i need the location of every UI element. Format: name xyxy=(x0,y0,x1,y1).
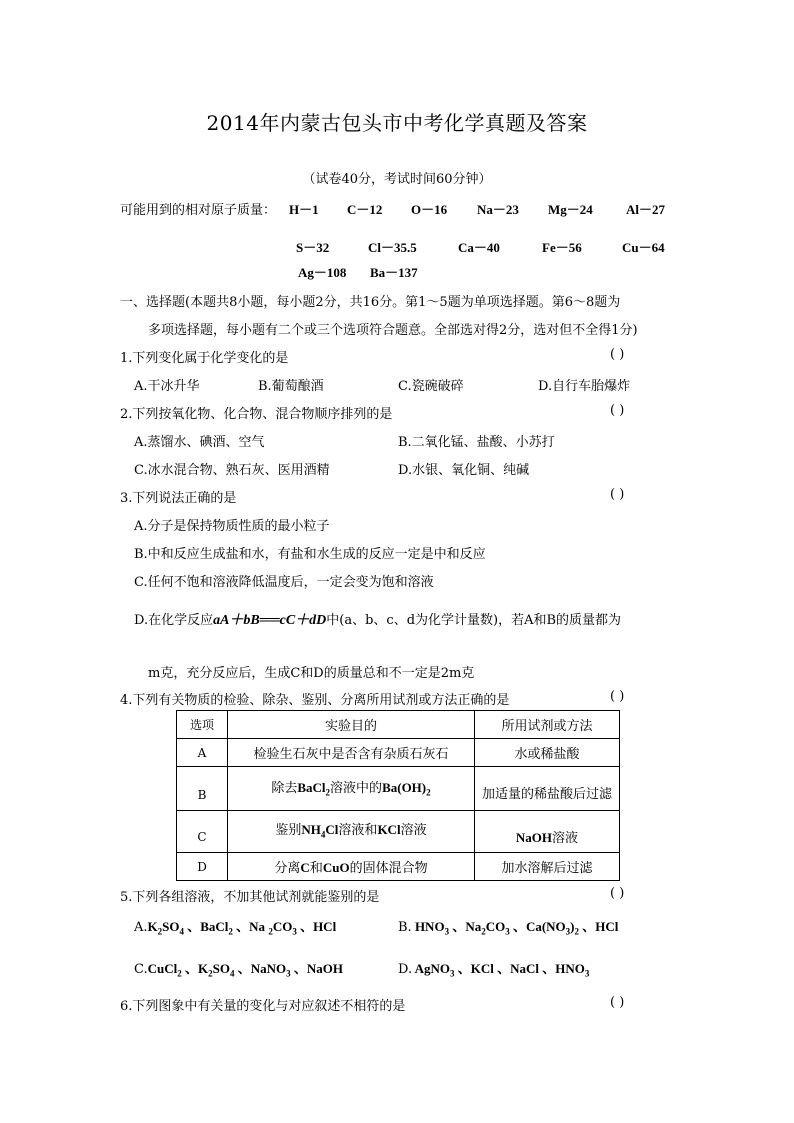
q4-answer-blank: ( ) xyxy=(610,689,625,704)
header-option: 选项 xyxy=(177,711,228,739)
mass-cl: Cl－35.5 xyxy=(368,240,417,255)
option-letter: C. xyxy=(134,962,148,977)
row-purpose: 检验生石灰中是否含有杂质石灰石 xyxy=(228,739,475,767)
formula-subscript: 4 xyxy=(320,829,326,840)
table-row xyxy=(177,811,620,853)
q5-option-c xyxy=(134,958,343,979)
purpose-text: 溶液 xyxy=(400,823,427,838)
formula-text: BaCl xyxy=(297,780,326,795)
mass-c: C－12 xyxy=(347,202,383,217)
q5-option-d xyxy=(398,958,589,979)
mass-fe: Fe－56 xyxy=(542,240,582,255)
q1-option-b: B.葡萄酿酒 xyxy=(258,379,324,394)
q4-stem: 4.下列有关物质的检验、除杂、鉴别、分离所用试剂或方法正确的是 xyxy=(120,693,510,708)
option-letter: D. xyxy=(398,962,413,977)
section-heading-cont: 多项选择题，每小题有二个或三个选项符合题意。全部选对得2分，选对但不全得1分) xyxy=(148,323,638,338)
q3-option-d-text: 中(a、b、c、d为化学计量数)，若A和B的质量都为 xyxy=(326,613,622,628)
row-purpose xyxy=(228,767,475,811)
q3-option-d-cont: m克，充分反应后，生成C和D的质量总和不一定是2m克 xyxy=(148,666,475,681)
purpose-text: 溶液中的 xyxy=(330,781,383,796)
q3-option-d-prefix: D.在化学反应 xyxy=(134,613,214,628)
row-method: 加水溶解后过滤 xyxy=(475,853,620,881)
mass-ag: Ag－108 xyxy=(298,265,347,280)
formula: CuO xyxy=(322,860,350,875)
table-row xyxy=(177,853,620,881)
purpose-text: 和 xyxy=(309,861,323,876)
q5-stem: 5.下列各组溶液，不加其他试剂就能鉴别的是 xyxy=(120,890,380,905)
mass-mg: Mg－24 xyxy=(548,202,593,217)
q2-answer-blank: ( ) xyxy=(610,403,625,418)
q1-answer-blank: ( ) xyxy=(610,347,625,362)
formula: NaOH xyxy=(515,830,553,845)
row-option: C xyxy=(177,811,228,853)
formula-list: AgNO$_3$ 、KCl 、NaCl 、$HNO_3$ xyxy=(412,961,590,979)
table-header-row xyxy=(177,711,620,739)
q3-option-c: C.任何不饱和溶液降低温度后，一定会变为饱和溶液 xyxy=(134,575,434,590)
q3-option-b: B.中和反应生成盐和水，有盐和水生成的反应一定是中和反应 xyxy=(134,547,486,562)
formula-subscript: 2 xyxy=(426,787,431,798)
q1-option-c: C.瓷碗破碎 xyxy=(398,379,464,394)
q5-option-b xyxy=(398,916,618,937)
q2-option-d: D.水银、氧化铜、纯碱 xyxy=(398,463,530,478)
mass-s: S－32 xyxy=(296,240,330,255)
row-purpose xyxy=(228,811,475,853)
row-option: D xyxy=(177,853,228,881)
row-method: 水或稀盐酸 xyxy=(475,739,620,767)
q1-option-a: A.干冰升华 xyxy=(134,379,200,394)
purpose-text: 分离 xyxy=(274,861,301,876)
mass-ba: Ba－137 xyxy=(370,265,418,280)
mass-al: Al－27 xyxy=(626,202,666,217)
table-row xyxy=(177,767,620,811)
q5-answer-blank: ( ) xyxy=(610,886,625,901)
option-letter: A. xyxy=(134,920,148,935)
q6-stem: 6.下列图象中有关量的变化与对应叙述不相符的是 xyxy=(120,999,406,1014)
purpose-text: 溶液和 xyxy=(338,823,378,838)
row-purpose xyxy=(228,853,475,881)
header-purpose: 实验目的 xyxy=(228,711,475,739)
row-option: A xyxy=(177,739,228,767)
formula-text: Ba(OH) xyxy=(382,780,427,795)
formula xyxy=(301,822,339,840)
formula: C xyxy=(300,860,310,875)
formula-list: $K_2SO_4$ 、BaCl$_2$ 、Na $_2CO_3$ 、HCl xyxy=(147,919,337,937)
q2-option-b: B.二氧化锰、盐酸、小苏打 xyxy=(398,435,555,450)
formula xyxy=(297,780,331,798)
method-text: 溶液 xyxy=(552,831,579,846)
atomic-mass-label: 可能用到的相对原子质量： xyxy=(120,203,277,218)
mass-ca: Ca－40 xyxy=(458,240,500,255)
table-row xyxy=(177,739,620,767)
formula-subscript: 2 xyxy=(325,787,331,798)
mass-h: H－1 xyxy=(289,202,319,217)
row-method: 加适量的稀盐酸后过滤 xyxy=(475,767,620,811)
q4-table xyxy=(176,710,620,881)
section-heading: 一、选择题(本题共8小题，每小题2分，共16分。第1～5题为单项选择题。第6～8题为 xyxy=(120,295,621,310)
purpose-text: 的固体混合物 xyxy=(349,861,428,876)
formula-list: $HNO_3$ 、$Na_2CO_3$ 、$Ca(NO_3)_2$ 、HCl xyxy=(411,919,619,937)
mass-cu: Cu－64 xyxy=(622,240,665,255)
row-method xyxy=(475,811,620,853)
row-option: B xyxy=(177,767,228,811)
q3-option-a: A.分子是保持物质性质的最小粒子 xyxy=(134,519,330,534)
q3-stem: 3.下列说法正确的是 xyxy=(120,491,237,506)
q2-option-a: A.蒸馏水、碘酒、空气 xyxy=(134,435,265,450)
header-method: 所用试剂或方法 xyxy=(475,711,620,739)
q1-stem: 1.下列变化属于化学变化的是 xyxy=(120,351,289,366)
formula: KCl xyxy=(377,822,401,837)
mass-o: O－16 xyxy=(411,202,448,217)
q3-option-d xyxy=(134,609,621,629)
q6-answer-blank: ( ) xyxy=(610,995,625,1010)
formula-text: NH xyxy=(301,822,321,837)
q2-option-c: C.冰水混合物、熟石灰、医用酒精 xyxy=(134,463,330,478)
q3-answer-blank: ( ) xyxy=(610,487,625,502)
formula xyxy=(382,780,431,798)
purpose-text: 鉴别 xyxy=(275,823,302,838)
formula-list: CuCl$_2$ 、$K_2SO_4$ 、NaNO$_3$ 、NaOH xyxy=(147,961,343,979)
purpose-text: 除去 xyxy=(271,781,298,796)
mass-na: Na－23 xyxy=(477,202,519,217)
q1-option-d: D.自行车胎爆炸 xyxy=(538,379,631,394)
reaction-equation: aA＋bB══cC＋dD xyxy=(213,613,327,628)
q2-stem: 2.下列按氧化物、化合物、混合物顺序排列的是 xyxy=(120,407,393,422)
q5-option-a xyxy=(134,916,336,937)
formula-text: Cl xyxy=(325,822,339,837)
exam-info: （试卷40分，考试时间60分钟） xyxy=(302,172,492,187)
option-letter: B. xyxy=(398,920,412,935)
page-title: 2014年内蒙古包头市中考化学真题及答案 xyxy=(206,111,588,135)
